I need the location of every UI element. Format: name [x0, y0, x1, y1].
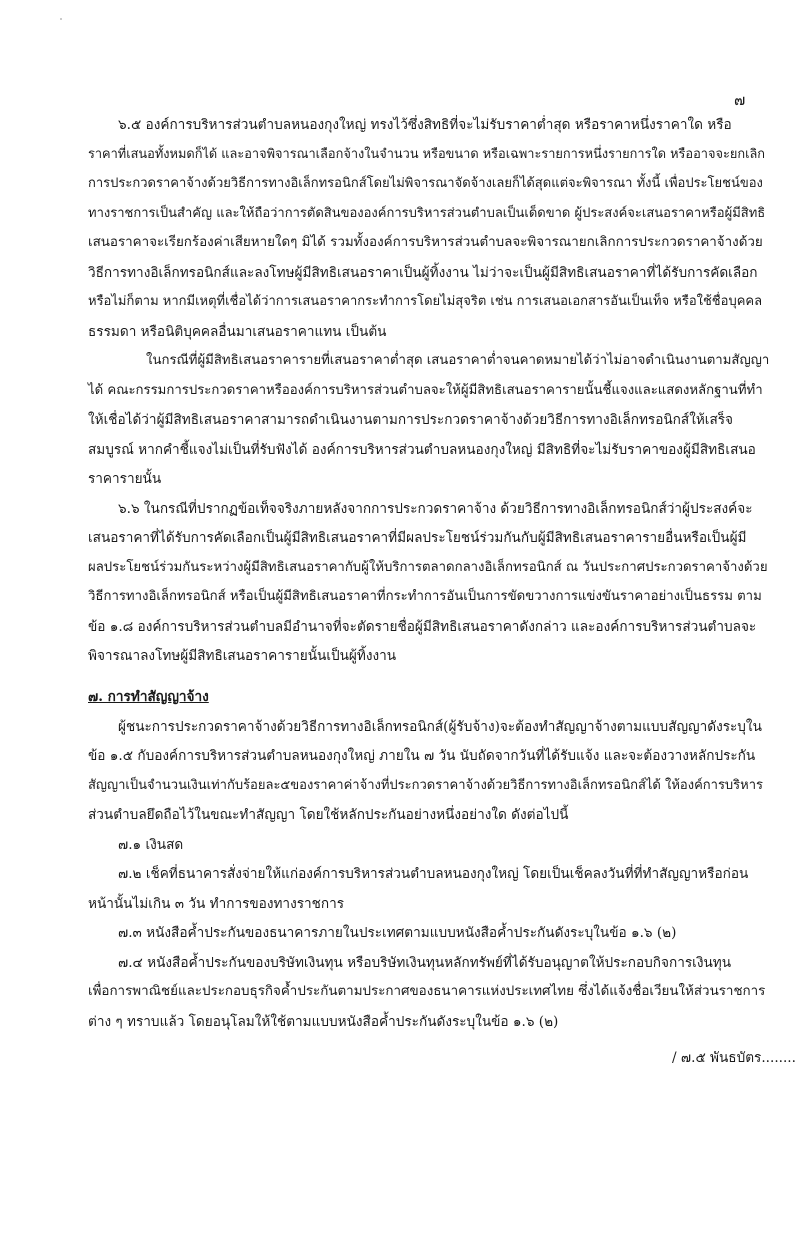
text-line: ๗.๒ เช็คที่ธนาคารสั่งจ่ายให้แก่องค์การบริหารส่วนตำบลหนองกุงใหญ่ โดยเป็นเช็คลงวันที่ที่ทำสัญญาหรือก่อน	[118, 866, 749, 882]
text-line: สมบูรณ์ หากคำชี้แจงไม่เป็นที่รับฟังได้ องค์การบริหารส่วนตำบลหนองกุงใหญ่ มีสิทธิที่จะไม่รับราคาของผู้มีสิทธิเสนอ	[88, 442, 756, 458]
text-line: ๖.๕ องค์การบริหารส่วนตำบลหนองกุงใหญ่ ทรงไว้ซึ่งสิทธิที่จะไม่รับราคาต่ำสุด หรือราคาหนึ่งราคาใด หรือ	[118, 117, 732, 133]
text-line: ข้อ ๑.๘ องค์การบริหารส่วนตำบลมีอำนาจที่จะตัดรายชื่อผู้มีสิทธิเสนอราคาดังกล่าว และองค์การบริหารส่วนตำบลจะ	[88, 619, 757, 635]
text-line: ข้อ ๑.๕ กับองค์การบริหารส่วนตำบลหนองกุงใหญ่ ภายใน ๗ วัน นับถัดจากวันที่ได้รับแจ้ง และจะต้องวางหลักประกัน	[88, 748, 756, 764]
text-line: ๖.๖ ในกรณีที่ปรากฏข้อเท็จจริงภายหลังจากการประกวดราคาจ้าง ด้วยวิธีการทางอิเล็กทรอนิกส์ว่าผู้ประสงค์จะ	[118, 501, 753, 517]
text-line: หรือไม่ก็ตาม หากมีเหตุที่เชื่อได้ว่าการเสนอราคากระทำการโดยไม่สุจริต เช่น การเสนอเอกสารอันเป็นเท็จ หรือใช้ชื่อบุคคล	[88, 294, 763, 309]
text-line: ๗.๓ หนังสือค้ำประกันของธนาคารภายในประเทศตามแบบหนังสือค้ำประกันดังระบุในข้อ ๑.๖ (๒)	[118, 925, 677, 941]
section-heading: ๗. การทำสัญญาจ้าง	[88, 689, 209, 705]
continuation-footer: / ๗.๕ พันธบัตร........	[672, 1050, 796, 1066]
text-line: ๗.๑ เงินสด	[118, 837, 184, 853]
page-number: ๗	[734, 91, 746, 109]
text-line: วิธีการทางอิเล็กทรอนิกส์ หรือเป็นผู้มีสิทธิเสนอราคาที่กระทำการอันเป็นการขัดขวางการแข่งขันราคาอย่างเป็นธรรม ตาม	[88, 589, 762, 604]
text-line: ผู้ชนะการประกวดราคาจ้างด้วยวิธีการทางอิเล็กทรอนิกส์(ผู้รับจ้าง)จะต้องทำสัญญาจ้างตามแบบสัญญาดังระบุใน	[118, 719, 762, 735]
text-line: เสนอราคาที่ได้รับการคัดเลือกเป็นผู้มีสิทธิเสนอราคาที่มีผลประโยชน์ร่วมกันกับผู้มีสิทธิเสนอราคารายอื่นหรือเป็นผู้มี	[88, 530, 747, 546]
text-line: ได้ คณะกรรมการประกวดราคาหรือองค์การบริหารส่วนตำบลจะให้ผู้มีสิทธิเสนอราคารายนั้นชี้แจงและแสดงหลักฐานที่ทำ	[88, 383, 763, 398]
text-line: ให้เชื่อได้ว่าผู้มีสิทธิเสนอราคาสามารถดำเนินงานตามการประกวดราคาจ้างด้วยวิธีการทางอิเล็กทรอนิกส์ให้เสร็จ	[88, 412, 734, 428]
text-line: ต่าง ๆ ทราบแล้ว โดยอนุโลมให้ใช้ตามแบบหนังสือค้ำประกันดังระบุในข้อ ๑.๖ (๒)	[88, 1014, 559, 1030]
text-line: สัญญาเป็นจำนวนเงินเท่ากับร้อยละ๕ของราคาค่าจ้างที่ประกวดราคาจ้างด้วยวิธีการทางอิเล็กทรอนิกส์ได้ ให้องค์การบริหาร	[88, 778, 764, 793]
text-line: การประกวดราคาจ้างด้วยวิธีการทางอิเล็กทรอนิกส์โดยไม่พิจารณาจัดจ้างเลยก็ได้สุดแต่จะพิจารณา ทั้งนี้ เพื่อประโยชน์ของ	[88, 176, 763, 191]
text-line: ๗.๔ หนังสือค้ำประกันของบริษัทเงินทุน หรือบริษัทเงินทุนหลักทรัพย์ที่ได้รับอนุญาตให้ประกอบกิจการเงินทุน	[118, 955, 731, 971]
text-line: ผลประโยชน์ร่วมกันระหว่างผู้มีสิทธิเสนอราคากับผู้ให้บริการตลาดกลางอิเล็กทรอนิกส์ ณ วันประกาศประกวดราคาจ้างด้วย	[88, 560, 768, 575]
text-line: เสนอราคาจะเรียกร้องค่าเสียหายใดๆ มิได้ รวมทั้งองค์การบริหารส่วนตำบลจะพิจารณายกเลิกการประกวดราคาจ้างด้วย	[88, 235, 763, 250]
text-line: ทางราชการเป็นสำคัญ และให้ถือว่าการตัดสินขององค์การบริหารส่วนตำบลเป็นเด็ดขาด ผู้ประสงค์จะเสนอราคาหรือผู้มีสิทธิ	[88, 206, 766, 221]
text-line: ส่วนตำบลยึดถือไว้ในขณะทำสัญญา โดยใช้หลักประกันอย่างหนึ่งอย่างใด ดังต่อไปนี้	[88, 807, 569, 823]
scan-speck	[60, 18, 62, 20]
text-line: วิธีการทางอิเล็กทรอนิกส์และลงโทษผู้มีสิทธิเสนอราคาเป็นผู้ทิ้งงาน ไม่ว่าจะเป็นผู้มีสิทธิเสนอราคาที่ได้รับการคัดเลือก	[88, 265, 758, 281]
text-line: ราคาที่เสนอทั้งหมดก็ได้ และอาจพิจารณาเลือกจ้างในจำนวน หรือขนาด หรือเฉพาะรายการหนึ่งรายการใด หรืออาจจะยกเลิก	[88, 147, 766, 162]
text-line: พิจารณาลงโทษผู้มีสิทธิเสนอราคารายนั้นเป็นผู้ทิ้งงาน	[88, 648, 397, 664]
text-line: เพื่อการพาณิชย์และประกอบธุรกิจค้ำประกันตามประกาศของธนาคารแห่งประเทศไทย ซึ่งได้แจ้งชื่อเวียนให้ส่วนราชการ	[88, 984, 766, 999]
text-line: ธรรมดา หรือนิติบุคคลอื่นมาเสนอราคาแทน เป็นต้น	[88, 324, 387, 340]
text-line: ราคารายนั้น	[88, 471, 162, 487]
text-line: หน้านั้นไม่เกิน ๓ วัน ทำการของทางราชการ	[88, 896, 345, 912]
text-line: ในกรณีที่ผู้มีสิทธิเสนอราคารายที่เสนอราคาต่ำสุด เสนอราคาต่ำจนคาดหมายได้ว่าไม่อาจดำเนินงานตามสัญญา	[146, 353, 770, 368]
